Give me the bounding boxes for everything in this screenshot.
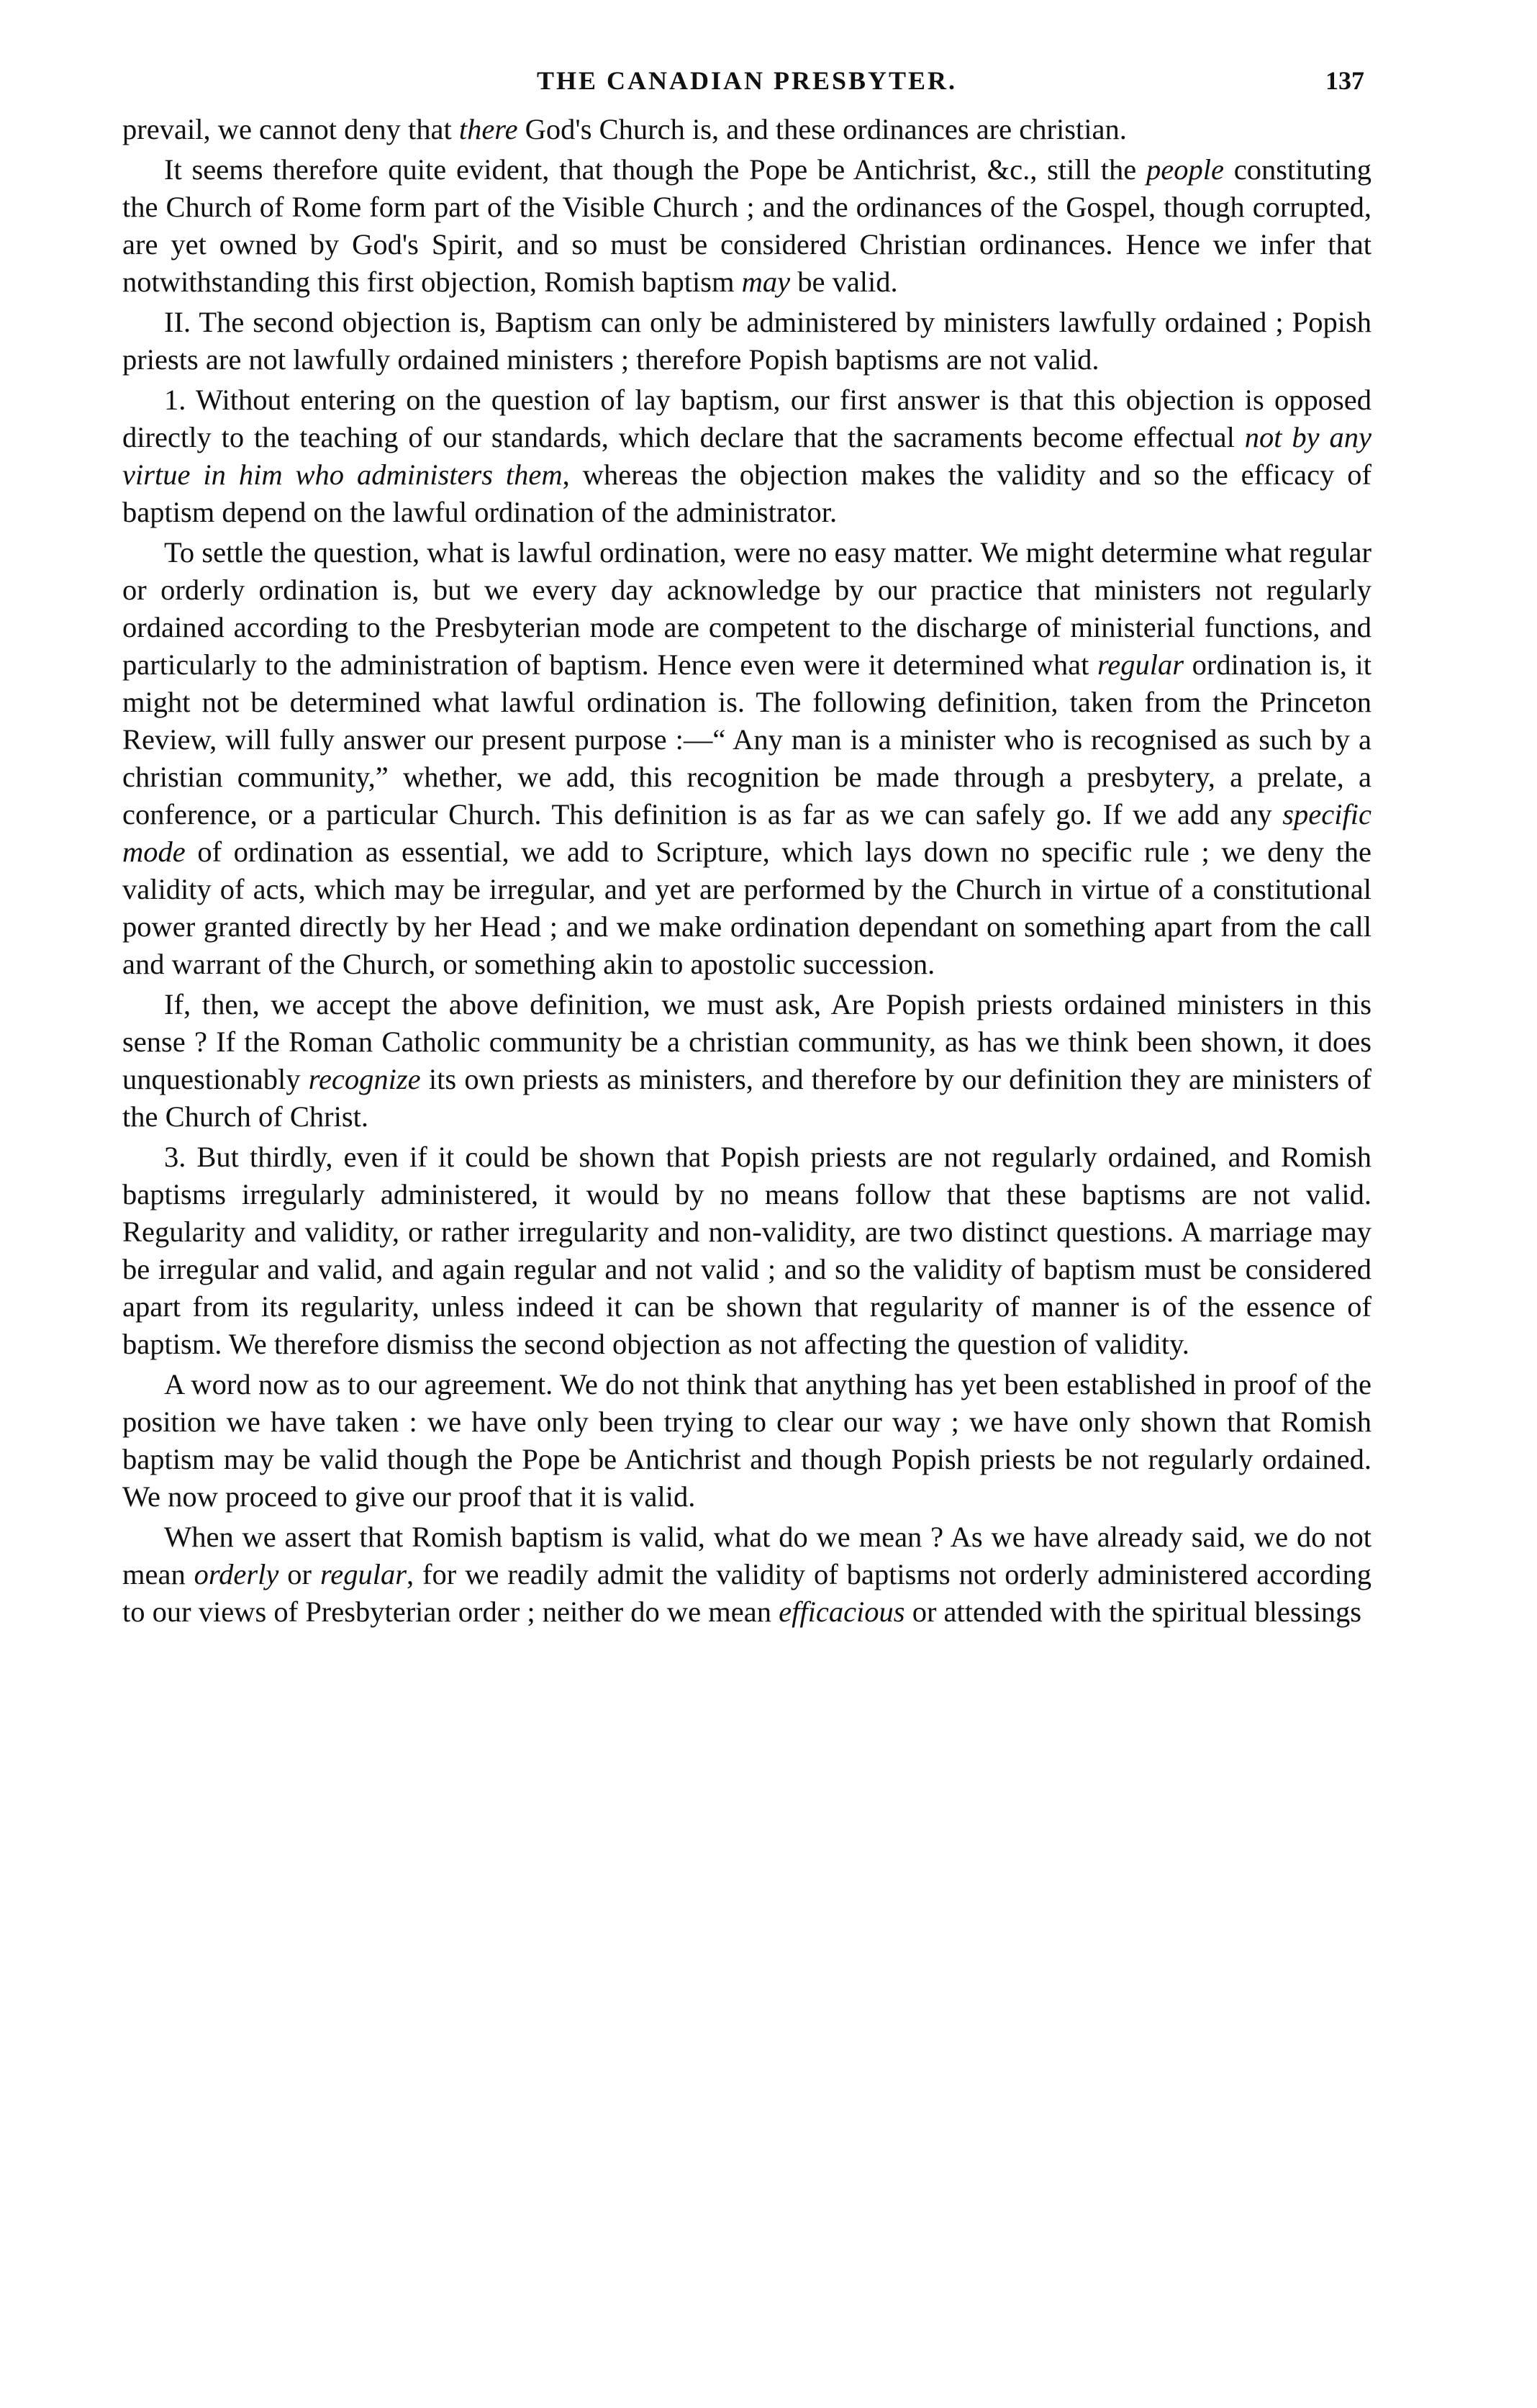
- text-run: or: [278, 1558, 320, 1590]
- paragraph: [122, 986, 1371, 1136]
- italic-text: there: [458, 113, 518, 145]
- text-run: 1. Without entering on the question of lay baptism, our first answer is that this objection is opposed directly to the teaching of our standards, which declare that the sacraments become effectual: [122, 384, 1371, 453]
- text-run: II. The second objection is, Baptism can only be administered by ministers lawfully ordained ; Popish priests are not lawfully ordained ministers ; therefore Popish baptisms are not valid.: [122, 306, 1371, 376]
- text-run: be valid.: [790, 266, 898, 298]
- article-body: [122, 111, 1371, 1631]
- text-run: When we assert that Romish baptism is valid, what do we mean ? As we have already said, we do not mean: [122, 1521, 1371, 1590]
- text-run: 3. But thirdly, even if it could be shown that Popish priests are not regularly ordained, and Romish baptisms irregularly administered, it would by no means follow that these baptisms are not valid. Regularity and validity, or rather irregularity and non-validity, are two distinct questions. A marriage may be irregular and valid, and again regular and not valid ; and so the validity of baptism must be considered apart from its regularity, unless indeed it can be shown that regularity of manner is of the essence of baptism. We therefore dismiss the second objection as not affecting the question of validity.: [122, 1141, 1371, 1360]
- text-run: It seems therefore quite evident, that though the Pope be Antichrist, &c., still the: [164, 153, 1146, 186]
- italic-text: orderly: [194, 1558, 279, 1590]
- text-run: prevail, we cannot deny that: [122, 113, 459, 145]
- text-run: To settle the question, what is lawful ordination, were no easy matter. We might determine what regular or orderly ordination is, but we every day acknowledge by our practice that ministers not regularly ordained according to the Presbyterian mode are competent to the discharge of ministerial functions, and particularly to the administration of baptism. Hence even were it determined what: [122, 536, 1371, 681]
- paragraph: [122, 1366, 1371, 1516]
- text-run: , whereas the objection makes the validity and so the efficacy of baptism depend on the lawful ordination of the administrator.: [122, 458, 1371, 528]
- italic-text: may: [741, 266, 791, 298]
- text-run: or attended with the spiritual blessings: [904, 1595, 1361, 1628]
- text-run: If, then, we accept the above definition, we must ask, Are Popish priests ordained ministers in this sense ? If the Roman Catholic community be a christian community, as has we think been shown, it does unquestionably: [122, 988, 1371, 1095]
- running-header: [122, 50, 1371, 111]
- italic-text: regular: [1097, 648, 1184, 681]
- text-run: its own priests as ministers, and therefore by our definition they are ministers of the Church of Christ.: [122, 1063, 1371, 1133]
- text-run: God's Church is, and these ordinances are christian.: [517, 113, 1127, 145]
- paragraph: [122, 1139, 1371, 1363]
- page-number: 137: [1325, 66, 1364, 95]
- italic-text: regular: [319, 1558, 407, 1590]
- paragraph: [122, 151, 1371, 301]
- paragraph: [122, 381, 1371, 531]
- italic-text: efficacious: [779, 1595, 905, 1628]
- text-run: of ordination as essential, we add to Scripture, which lays down no specific rule ; we deny the validity of acts, which may be irregular, and yet are performed by the Church in virtue of a constitutional power granted directly by her Head ; and we make ordination dependant on something apart from the call and warrant of the Church, or something akin to apostolic succession.: [122, 836, 1371, 980]
- italic-text: not by any virtue in him who administers them: [122, 421, 1371, 491]
- paragraph: [122, 1518, 1371, 1631]
- text-run: A word now as to our agreement. We do not think that anything has yet been established in proof of the position we have taken : we have only been trying to clear our way ; we have only shown that Romish baptism may be valid though the Pope be Antichrist and though Popish priests be not regularly ordained. We now proceed to give our proof that it is valid.: [122, 1368, 1371, 1513]
- text-run: ordination is, it might not be determined what lawful ordination is. The following definition, taken from the Princeton Review, will fully answer our present purpose :—“ Any man is a minister who is recognised as such by a christian community,” whether, we add, this recognition be made through a presbytery, a prelate, a conference, or a particular Church. This definition is as far as we can safely go. If we add any: [122, 648, 1371, 830]
- paragraph: [122, 304, 1371, 379]
- text-run: constituting the Church of Rome form part of the Visible Church ; and the ordinances of the Gospel, though corrupted, are yet owned by God's Spirit, and so must be considered Christian ordinances. Hence we infer that notwithstanding this first objection, Romish baptism: [122, 153, 1372, 298]
- italic-text: specific mode: [122, 798, 1371, 868]
- paragraph: [122, 534, 1371, 983]
- text-run: , for we readily admit the validity of baptisms not orderly administered according to our views of Presbyterian order ; neither do we mean: [122, 1558, 1371, 1628]
- italic-text: people: [1146, 153, 1224, 186]
- running-title: THE CANADIAN PRESBYTER.: [536, 66, 958, 95]
- italic-text: recognize: [308, 1063, 421, 1095]
- paragraph: [122, 111, 1371, 148]
